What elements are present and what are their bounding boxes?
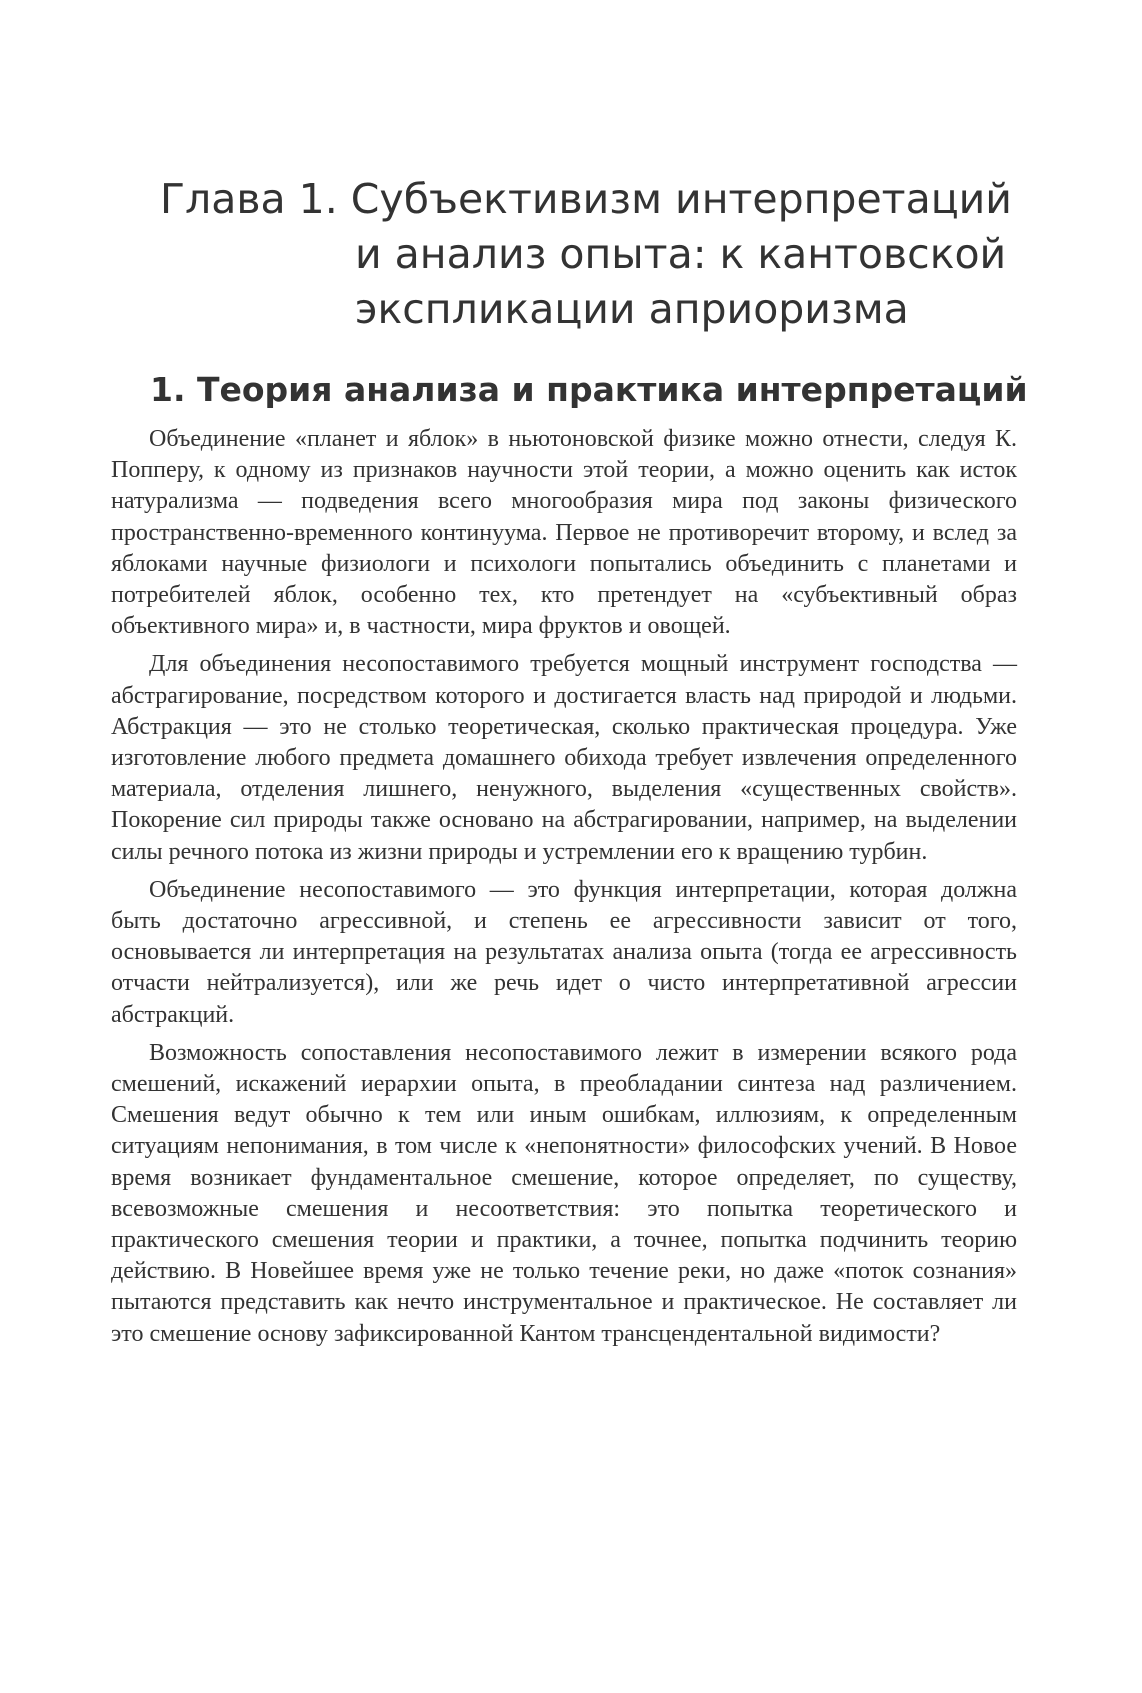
paragraph: Для объединения несопоставимого требуется мощный инструмент господства — абстрагирование, посредством которого и достигается власть над природой и людьми. Абстракция — это не столько теоретическая, сколько практическая процедура. Уже изготовление любого предмета домашнего обихода требует извлечения определенного материала, отделения лишнего, ненужного, выделения «существенных свойств». Покорение сил природы также основано на абстрагировании, например, на выделении силы речного потока из жизни природы и устремлении его к вращению турбин. bbox=[111, 651, 1017, 865]
chapter-title-line-2: и анализ опыта: к кантовской bbox=[355, 230, 1007, 278]
chapter-title-line-1: Глава 1. Субъективизм интерпретаций bbox=[160, 175, 1012, 223]
chapter-title bbox=[140, 172, 1020, 337]
paragraph: Объединение несопоставимого — это функция интерпретации, которая должна быть достаточно агрессивной, и степень ее агрессивности зависит от того, основывается ли интерпретация на результатах анализа опыта (тогда ее агрессивность отчасти нейтрализуется), или же речь идет о чисто интерпретативной агрессии абстракций. bbox=[111, 876, 1017, 1028]
paragraph: Возможность сопоставления несопоставимого лежит в измерении всякого рода смешений, искажений иерархии опыта, в преобладании синтеза над различением. Смешения ведут обычно к тем или иным ошибкам, иллюзиям, к определенным ситуациям непонимания, в том числе к «непонятности» философских учений. В Новое время возникает фундаментальное смешение, которое определяет, по существу, всевозможные смешения и несоответствия: это попытка теоретического и практического смешения теории и практики, а точнее, попытка подчинить теорию действию. В Новейшее время уже не только течение реки, но даже «поток сознания» пытаются представить как нечто инструментальное и практическое. Не составляет ли это смешение основу зафиксированной Кантом трансцендентальной видимости? bbox=[111, 1039, 1017, 1347]
section-heading: 1. Теория анализа и практика интерпретаций bbox=[150, 370, 1028, 409]
paragraph: Объединение «планет и яблок» в ньютоновской физике можно отнести, следуя К. Попперу, к одному из признаков научности этой теории, а можно оценить как исток натурализма — подведения всего многообразия мира под законы физического пространственно-временного континуума. Первое не противоречит второму, и вслед за яблоками научные физиологи и психологи попытались объединить с планетами и потребителей яблок, особенно тех, кто претендует на «субъективный образ объективного мира» и, в частности, мира фруктов и овощей. bbox=[111, 426, 1017, 640]
body-text bbox=[111, 424, 1017, 1357]
chapter-title-line-3: экспликации априоризма bbox=[355, 285, 909, 333]
